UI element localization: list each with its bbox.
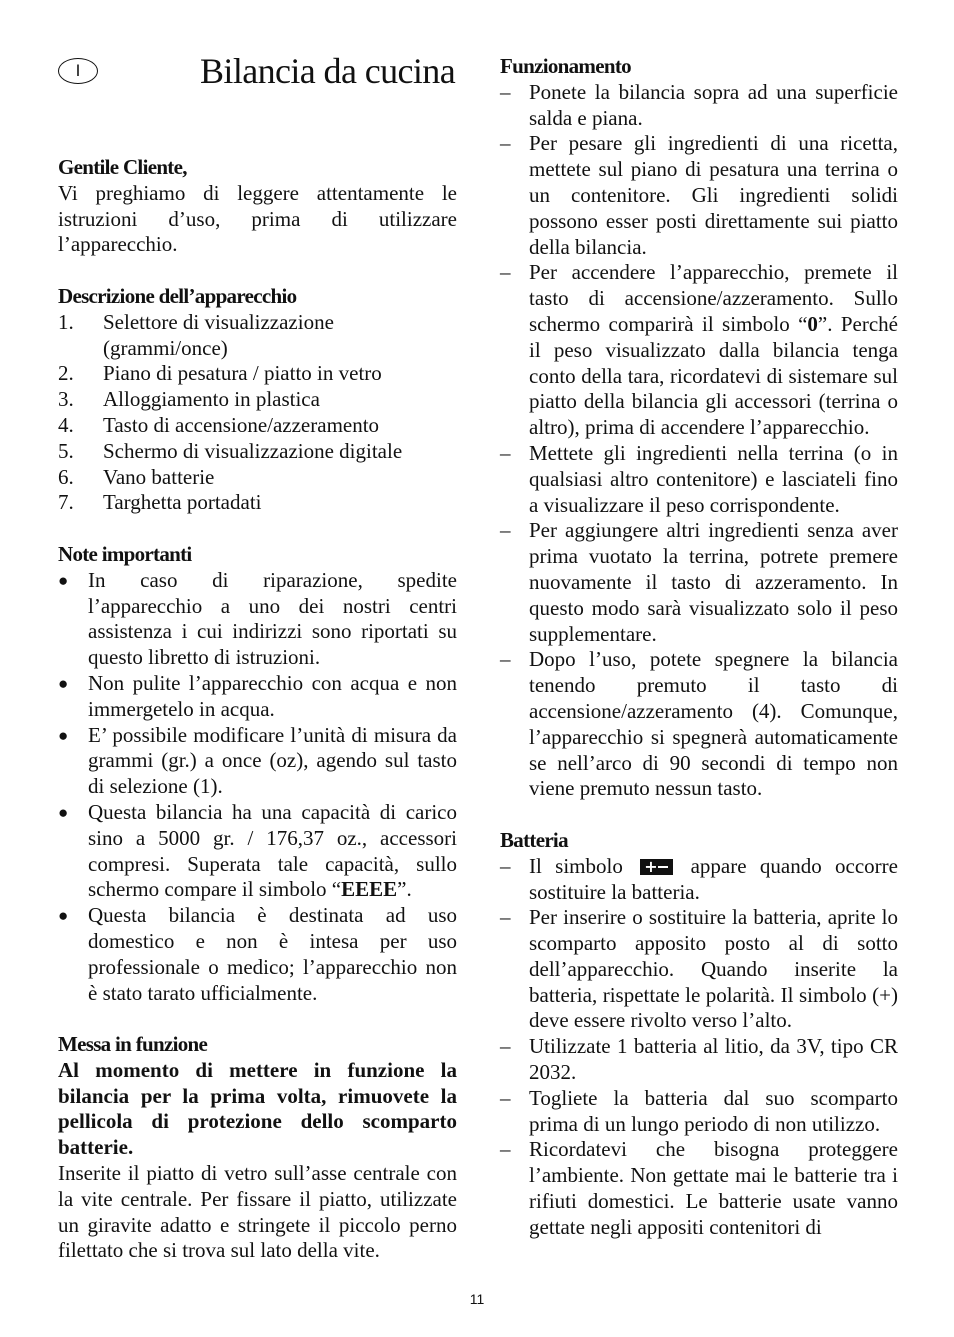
- step-text: Per pesare gli ingredienti di una ricetta, mettete sul piano di pesatura una terrina o un contenitore. Gli ingredienti solidi possono esser posti direttamente sui piatto della bilancia.: [529, 131, 898, 259]
- bullet-icon: ●: [58, 802, 69, 822]
- list-item: [58, 800, 457, 903]
- note-text-part: ”.: [397, 877, 412, 902]
- bullet-icon: ●: [58, 906, 69, 926]
- item-text: Schermo di visualizzazione digitale: [103, 438, 403, 463]
- note-text: In caso di riparazione, spedite l’apparecchio a uno dei nostri centri assistenza i cui indirizzi sono riportati su questo libretto di istruzioni.: [88, 567, 457, 670]
- step-text: Dopo l’uso, potete spegnere la bilancia tenendo premuto il tasto di accensione/azzeramento (4). Comunque, l’apparecchio si spegnerà automaticamente se nell’arco di 90 secondi di tempo non viene premuto nessun tasto.: [529, 647, 898, 801]
- item-number: 2.: [58, 361, 74, 386]
- item-number: 4.: [58, 412, 74, 437]
- list-item: [58, 903, 457, 1006]
- dash-icon: –: [500, 260, 511, 285]
- battery-text-part: appare quando occorre sostituire la batteria.: [529, 853, 898, 904]
- dash-icon: –: [500, 131, 511, 156]
- greeting-text: Vi preghiamo di leggere attentamente le istruzioni d’uso, prima di utilizzare l’apparecchio.: [58, 180, 457, 257]
- list-item: [500, 131, 898, 260]
- greeting-heading: Gentile Cliente,: [58, 155, 187, 179]
- setup-text: Inserite il piatto di vetro sull’asse centrale con la vite centrale. Per fissare il piatto, utilizzate un giravite adatto e stringete il piccolo perno filettato che si trova sul lato della vite.: [58, 1161, 457, 1263]
- item-number: 3.: [58, 387, 74, 412]
- list-item: [58, 671, 457, 723]
- item-text: Alloggiamento in plastica: [103, 387, 320, 412]
- list-item: [58, 439, 457, 465]
- note-text: Non pulite l’apparecchio con acqua e non immergetelo in acqua.: [88, 670, 457, 721]
- item-text: Targhetta portadati: [103, 490, 262, 515]
- item-text: Selettore di visualizzazione (grammi/once): [103, 309, 334, 360]
- note-text-part: Questa bilancia ha una capacità di carico sino a 5000 gr. / 176,37 oz., accessori compresi. Superata tale capacità, sullo schermo compare il simbolo “: [88, 799, 457, 902]
- left-column: [58, 0, 457, 1264]
- item-number: 5.: [58, 438, 74, 463]
- bullet-icon: ●: [58, 725, 69, 745]
- item-number: 1.: [58, 309, 74, 334]
- dash-icon: –: [500, 1137, 511, 1162]
- dash-icon: –: [500, 440, 511, 465]
- item-text: Vano batterie: [103, 464, 215, 489]
- language-badge: I: [58, 58, 98, 84]
- list-item: [500, 1137, 898, 1240]
- battery-text: Per inserire o sostituire la batteria, aprite lo scomparto apposito posto al di sotto dell’apparecchio. Quando inserite la batteria, rispettate le polarità. Il simbolo (+) deve essere rivolto verso l’alto.: [529, 905, 898, 1033]
- step-text: Mettete gli ingredienti nella terrina (o in qualsiasi altro contenitore) e lasciateli fino a visualizzare il peso corrispondente.: [529, 440, 898, 517]
- list-item: [58, 361, 457, 387]
- battery-text: [529, 854, 898, 906]
- list-item: [58, 387, 457, 413]
- bullet-icon: ●: [58, 673, 69, 693]
- battery-text: Ricordatevi che bisogna proteggere l’ambiente. Non gettate mai le batterie tra i rifiuti domestici. Le batterie usate vanno gettate negli appositi contenitori di: [529, 1137, 898, 1239]
- operation-heading: Funzionamento: [500, 54, 631, 78]
- step-text: Ponete la bilancia sopra ad una superficie salda e piana.: [529, 79, 898, 130]
- zero-symbol: 0: [807, 311, 818, 336]
- step-text-part: Per accendere l’apparecchio, premete il tasto di accensione/azzeramento. Sullo schermo comparirà il simbolo “: [529, 260, 898, 336]
- dash-icon: –: [500, 1085, 511, 1110]
- list-item: [500, 80, 898, 132]
- operation-list: [500, 80, 898, 802]
- list-item: [500, 647, 898, 802]
- battery-heading: Batteria: [500, 827, 568, 852]
- item-text: Tasto di accensione/azzeramento: [103, 412, 380, 437]
- page-number: 11: [469, 1291, 485, 1307]
- list-item: [58, 490, 457, 516]
- description-heading: Descrizione dell’apparecchio: [58, 283, 297, 308]
- dash-icon: –: [500, 647, 511, 672]
- battery-text: Togliete la batteria dal suo scomparto prima di un lungo periodo di non utilizzo.: [529, 1085, 898, 1136]
- list-item: [58, 568, 457, 671]
- dash-icon: –: [500, 1034, 511, 1059]
- notes-list: [58, 568, 457, 1007]
- battery-text-part: Il simbolo: [529, 853, 637, 878]
- step-text: Per aggiungere altri ingredienti senza aver prima vuotato la terrina, potrete premere nuovamente il tasto di azzeramento. In questo modo sarà visualizzato solo il peso supplementare.: [529, 518, 898, 646]
- note-text: E’ possibile modificare l’unità di misura da grammi (gr.) a once (oz), agendo sul tasto di selezione (1).: [88, 722, 457, 799]
- list-item: [58, 723, 457, 800]
- page-title: Bilancia da cucina: [200, 51, 456, 91]
- item-number: 6.: [58, 464, 74, 489]
- list-item: [500, 1086, 898, 1138]
- list-item: [500, 854, 898, 906]
- setup-heading: Messa in funzione: [58, 1032, 208, 1057]
- note-text: [88, 800, 457, 903]
- battery-text: Utilizzate 1 batteria al litio, da 3V, tipo CR 2032.: [529, 1034, 898, 1085]
- battery-icon: [640, 859, 673, 875]
- dash-icon: –: [500, 518, 511, 543]
- note-text: Questa bilancia è destinata ad uso domestico e non è intesa per uso professionale o medico; l’apparecchio non è stato tarato ufficialmente.: [88, 903, 457, 1005]
- list-item: [58, 413, 457, 439]
- list-item: [58, 310, 457, 362]
- battery-list: [500, 854, 898, 1241]
- error-symbol: EEEE: [341, 877, 398, 902]
- list-item: [500, 518, 898, 647]
- item-number: 7.: [58, 490, 74, 515]
- list-item: [500, 905, 898, 1034]
- list-item: [58, 465, 457, 491]
- right-column: [500, 0, 898, 1241]
- dash-icon: –: [500, 79, 511, 104]
- item-text: Piano di pesatura / piatto in vetro: [103, 361, 382, 386]
- step-text-part: ”. Perché il peso visualizzato dalla bilancia tenga conto della tara, ricordatevi di sistemare sul piatto della bilancia gli accessori (terrina o altro), prima di accendere l’apparecchio.: [529, 311, 898, 440]
- list-item: [500, 1034, 898, 1086]
- bullet-icon: ●: [58, 570, 69, 590]
- dash-icon: –: [500, 853, 511, 878]
- parts-list: [58, 310, 457, 516]
- step-text: [529, 260, 898, 441]
- setup-warning: Al momento di mettere in funzione la bilancia per la prima volta, rimuovete la pellicola di protezione dello scomparto batterie.: [58, 1057, 457, 1160]
- list-item: [500, 441, 898, 518]
- dash-icon: –: [500, 905, 511, 930]
- notes-heading: Note importanti: [58, 541, 192, 566]
- list-item: [500, 260, 898, 441]
